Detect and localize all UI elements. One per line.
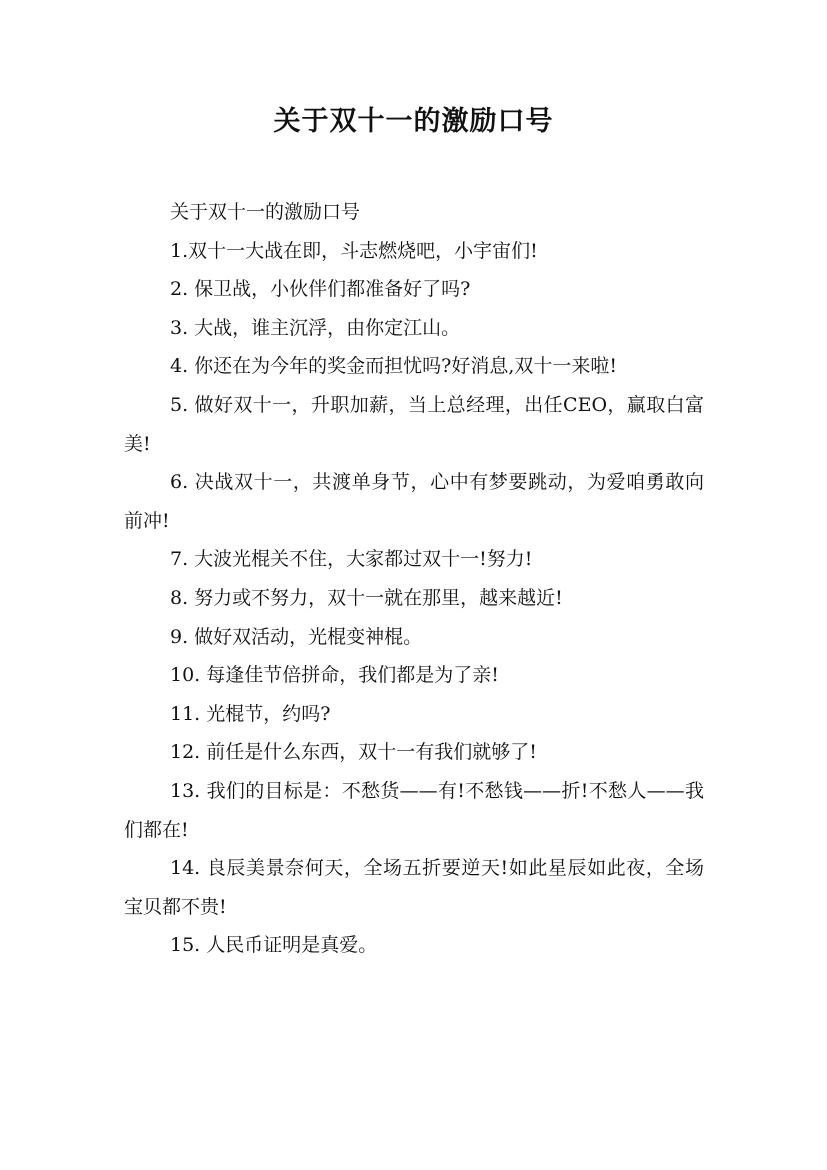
slogan-item-1: 1.双十一大战在即，斗志燃烧吧，小宇宙们!: [170, 239, 538, 262]
slogan-item-4: 4. 你还在为今年的奖金而担忧吗?好消息,双十一来啦!: [170, 355, 618, 378]
slogan-item-12: 12. 前任是什么东西，双十一有我们就够了!: [170, 741, 537, 764]
slogan-item-13: 13. 我们的目标是：不愁货——有!不愁钱——折!不愁人——我们都在!: [124, 779, 704, 841]
document-title: 关于双十一的激励口号: [273, 106, 554, 137]
paragraph-heading: 关于双十一的激励口号: [170, 201, 361, 223]
slogan-item-11: 11. 光棍节，约吗?: [170, 702, 331, 725]
slogan-item-9: 9. 做好双活动，光棍变神棍。: [170, 625, 423, 648]
slogan-item-15: 15. 人民币证明是真爱。: [170, 934, 378, 957]
slogan-item-6: 6. 决战双十一，共渡单身节，心中有梦要跳动，为爱咱勇敢向前冲!: [124, 471, 704, 532]
slogan-item-5: 5. 做好双十一，升职加薪，当上总经理，出任CEO，赢取白富美!: [124, 393, 704, 455]
slogan-item-14: 14. 良辰美景奈何天，全场五折要逆天!如此星辰如此夜，全场宝贝都不贵!: [124, 857, 704, 918]
slogan-item-3: 3. 大战，谁主沉浮，由你定江山。: [170, 316, 461, 339]
slogan-item-10: 10. 每逢佳节倍拼命，我们都是为了亲!: [170, 664, 499, 687]
slogan-item-8: 8. 努力或不努力，双十一就在那里，越来越近!: [170, 586, 563, 609]
document-body: [124, 193, 704, 965]
slogan-item-7: 7. 大波光棍关不住，大家都过双十一!努力!: [170, 548, 533, 571]
slogan-item-2: 2. 保卫战，小伙伴们都准备好了吗?: [170, 278, 471, 301]
